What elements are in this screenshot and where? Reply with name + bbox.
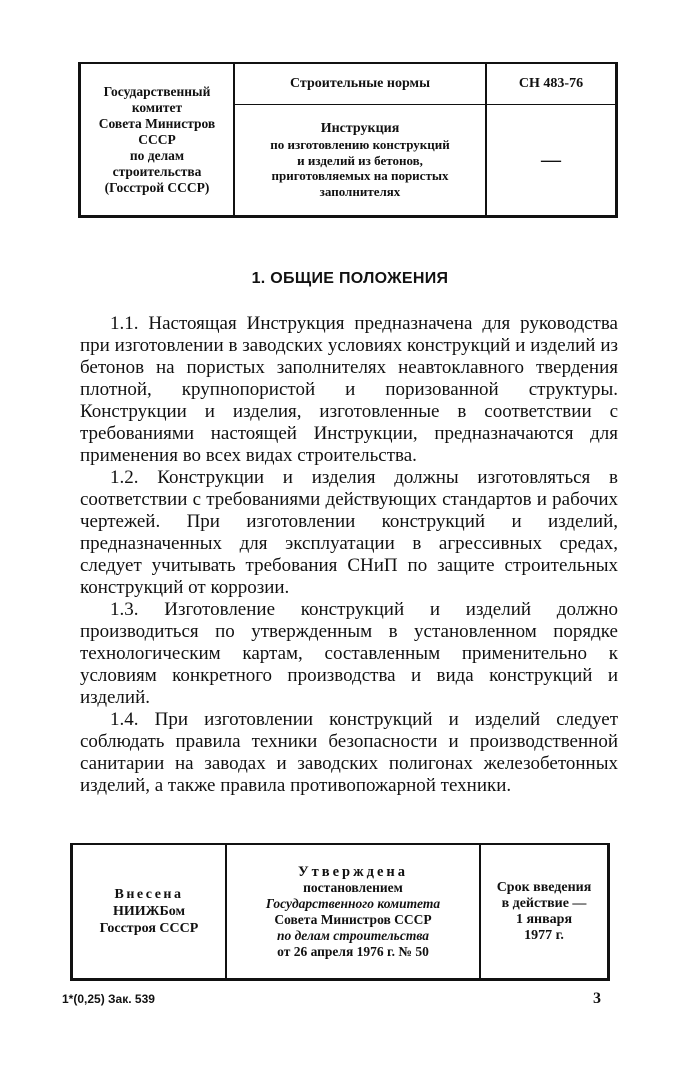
document-subtitle-line: и изделий из бетонов, bbox=[297, 152, 423, 168]
code-column bbox=[487, 64, 615, 215]
authority-line: Государственный bbox=[103, 83, 211, 99]
paragraph bbox=[80, 467, 618, 599]
document-subtitle-line: по изготовлению конструкций bbox=[270, 137, 450, 153]
paragraph-number: 1.2. bbox=[110, 467, 139, 488]
approved-line: Совета Министров СССР bbox=[274, 911, 432, 927]
print-info: 1*(0,25) Зак. 539 bbox=[62, 992, 155, 1006]
title-column bbox=[235, 64, 487, 215]
effective-line: в действие — bbox=[501, 895, 587, 911]
paragraph-number: 1.4. bbox=[110, 709, 139, 730]
paragraph-text: Конструкции и изделия должны изготовляться в соответствии с требованиями действующих стандартов и рабочих чертежей. При изготовлении конструкций и изделий, предназначенных для эксплуатации в агрессивных средах, следует учитывать требования СНиП по защите строительных конструкций от коррозии. bbox=[80, 467, 618, 598]
effective-line: Срок введения bbox=[496, 879, 592, 895]
paragraph-number: 1.3. bbox=[110, 599, 139, 620]
header-table bbox=[78, 62, 618, 218]
submitted-label: Внесена bbox=[114, 887, 184, 902]
approved-label: Утверждена bbox=[298, 863, 408, 880]
authority-cell bbox=[81, 64, 235, 215]
document-body bbox=[80, 313, 618, 797]
submitted-cell bbox=[73, 845, 227, 978]
authority-line: строительства bbox=[112, 163, 202, 179]
document-title-cell bbox=[235, 105, 485, 215]
submitted-by-line: Госстроя СССР bbox=[99, 921, 199, 936]
effective-line: 1 января bbox=[515, 911, 573, 927]
authority-line: комитет bbox=[131, 99, 183, 115]
paragraph-number: 1.1. bbox=[110, 313, 139, 334]
norms-label: Строительные нормы bbox=[235, 64, 485, 105]
replaces-cell: — bbox=[541, 148, 561, 171]
paragraph-text: При изготовлении конструкций и изделий следует соблюдать правила техники безопасности и производственной санитарии на заводах и заводских полигонах железобетонных изделий, а также правила противопожарной техники. bbox=[80, 709, 618, 796]
paragraph-text: Изготовление конструкций и изделий должно производиться по утвержденным в установленном порядке технологическим картам, составленным применительно к условиям конкретного производства и вида конструкций и изделий. bbox=[80, 599, 618, 708]
authority-line: по делам bbox=[129, 147, 185, 163]
approved-line: Государственного комитета bbox=[265, 895, 441, 911]
page-number: 3 bbox=[593, 990, 601, 1007]
submitted-by-line: НИИЖБом bbox=[112, 904, 186, 919]
authority-line: Совета Министров bbox=[98, 115, 216, 131]
approved-cell bbox=[227, 845, 481, 978]
authority-line: (Госстрой СССР) bbox=[104, 179, 210, 195]
approved-line: по делам строительства bbox=[276, 927, 430, 943]
paragraph-text: Настоящая Инструкция предназначена для руководства при изготовлении в заводских условиях конструкций и изделий из бетонов на пористых заполнителях неавтоклавного твердения плотной, крупнопористой и поризованной структуры. Конструкции и изделия, изготовленные в соответствии с требованиями настоящей Инструкции, предназначаются для применения во всех видах строительства. bbox=[80, 313, 618, 466]
document-subtitle-line: приготовляемых на пористых bbox=[271, 168, 449, 184]
section-title: 1. ОБЩИЕ ПОЛОЖЕНИЯ bbox=[251, 270, 449, 287]
paragraph bbox=[80, 599, 618, 709]
effective-line: 1977 г. bbox=[524, 927, 564, 943]
approved-line: от 26 апреля 1976 г. № 50 bbox=[277, 943, 429, 959]
document-code: СН 483-76 bbox=[487, 64, 615, 105]
effective-date-cell bbox=[481, 845, 607, 978]
paragraph bbox=[80, 709, 618, 797]
document-subtitle-line: заполнителях bbox=[319, 183, 401, 199]
authority-line: СССР bbox=[138, 131, 176, 147]
approved-line: постановлением bbox=[303, 879, 403, 895]
approval-table bbox=[70, 843, 610, 981]
document-title: Инструкция bbox=[320, 120, 400, 136]
paragraph bbox=[80, 313, 618, 467]
